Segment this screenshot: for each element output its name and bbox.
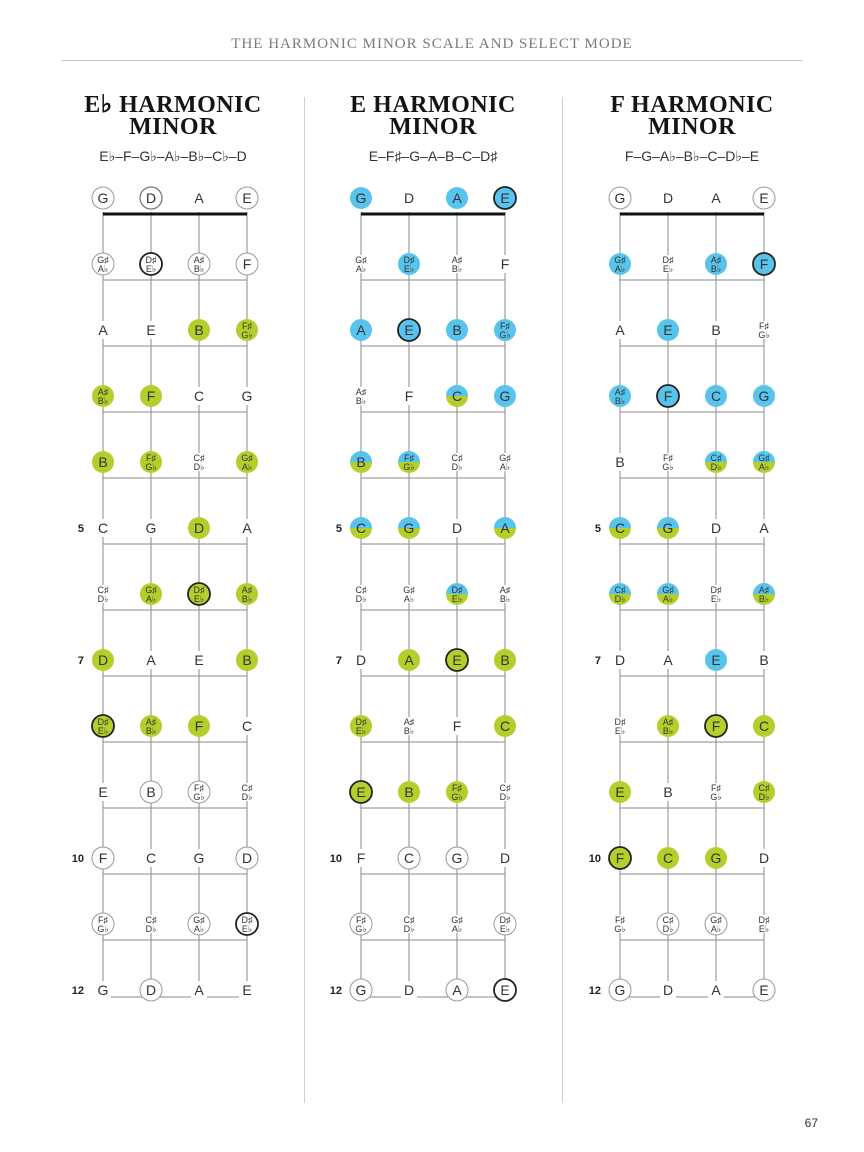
- note-flat-name: G♭: [499, 330, 511, 340]
- note-name: D: [193, 520, 205, 536]
- note-sharp-name: D♯: [710, 585, 722, 595]
- note-name: D: [662, 190, 674, 206]
- note-name: A: [711, 190, 721, 206]
- note-flat-name: A♭: [145, 594, 157, 604]
- note-name: C: [758, 718, 770, 734]
- note-flat-name: D♭: [662, 924, 674, 934]
- note-flat-name: G♭: [614, 924, 626, 934]
- note-name: E: [404, 322, 414, 338]
- note-flat-name: D♭: [451, 462, 463, 472]
- fret-number: 12: [329, 985, 342, 997]
- note-flat-name: G♭: [451, 792, 463, 802]
- note-marker: [657, 319, 679, 341]
- note-name: A: [146, 652, 156, 668]
- note-sharp-name: F♯: [404, 453, 414, 463]
- note-name: D: [403, 982, 415, 998]
- note-flat-name: E♭: [710, 594, 722, 604]
- note-name: G: [355, 982, 367, 998]
- note-flat-name: D♭: [758, 792, 770, 802]
- note-marker: [753, 781, 775, 803]
- note-sharp-name: F♯: [711, 783, 721, 793]
- note-flat-name: A♭: [193, 924, 205, 934]
- note-name: A: [242, 520, 252, 536]
- note-name: E: [242, 190, 252, 206]
- note-sharp-name: D♯: [499, 915, 511, 925]
- note-name: A: [98, 322, 108, 338]
- note-name: B: [711, 322, 721, 338]
- note-flat-name: E♭: [193, 594, 205, 604]
- note-flat-name: G♭: [241, 330, 253, 340]
- note-marker: [753, 187, 775, 209]
- note-sharp-name: A♯: [97, 387, 109, 397]
- scale-formula: E♭–F–G♭–A♭–B♭–C♭–D: [99, 148, 247, 164]
- note-name: F: [663, 388, 673, 404]
- note-sharp-name: F♯: [242, 321, 252, 331]
- diagram-title-line2: MINOR: [648, 114, 736, 140]
- note-name: G: [710, 850, 722, 866]
- note-name: B: [759, 652, 769, 668]
- note-sharp-name: F♯: [663, 453, 673, 463]
- note-name: E: [146, 322, 156, 338]
- note-name: C: [241, 718, 253, 734]
- note-sharp-name: C♯: [403, 915, 415, 925]
- note-marker: [705, 451, 727, 473]
- note-name: A: [615, 322, 625, 338]
- note-name: D: [758, 850, 770, 866]
- note-name: B: [146, 784, 156, 800]
- note-flat-name: E♭: [499, 924, 511, 934]
- note-flat-name: D♭: [710, 462, 722, 472]
- note-name: B: [98, 454, 108, 470]
- note-flat-name: B♭: [758, 594, 770, 604]
- note-flat-name: G♭: [193, 792, 205, 802]
- note-name: D: [241, 850, 253, 866]
- note-marker: [609, 517, 631, 539]
- note-flat-name: A♭: [499, 462, 511, 472]
- note-name: E: [500, 982, 510, 998]
- note-name: A: [452, 982, 462, 998]
- note-sharp-name: D♯: [451, 585, 463, 595]
- note-marker: [660, 651, 676, 669]
- note-name: E: [615, 784, 625, 800]
- note-name: G: [355, 190, 367, 206]
- note-sharp-name: A♯: [193, 255, 205, 265]
- note-marker: [612, 453, 628, 471]
- note-marker: [753, 385, 775, 407]
- note-name: C: [710, 388, 722, 404]
- note-name: A: [711, 982, 721, 998]
- note-marker: [609, 253, 631, 275]
- note-name: E: [452, 652, 462, 668]
- note-name: G: [145, 520, 157, 536]
- note-marker: [756, 519, 772, 537]
- page-number: 67: [804, 1116, 818, 1130]
- note-sharp-name: G♯: [241, 453, 253, 463]
- note-sharp-name: G♯: [710, 915, 722, 925]
- note-marker: [612, 651, 628, 669]
- note-marker: [756, 849, 772, 867]
- note-flat-name: D♭: [499, 792, 511, 802]
- note-sharp-name: F♯: [452, 783, 462, 793]
- note-flat-name: E♭: [145, 264, 157, 274]
- note-name: F: [711, 718, 721, 734]
- note-marker: [612, 915, 628, 934]
- note-flat-name: G♭: [97, 924, 109, 934]
- note-flat-name: B♭: [355, 396, 367, 406]
- note-sharp-name: A♯: [355, 387, 367, 397]
- note-name: C: [499, 718, 511, 734]
- note-sharp-name: D♯: [662, 255, 674, 265]
- note-marker: [660, 783, 676, 801]
- note-marker: [657, 715, 679, 737]
- note-sharp-name: D♯: [241, 915, 253, 925]
- fret-number: 7: [77, 655, 84, 667]
- note-flat-name: A♭: [355, 264, 367, 274]
- note-name: G: [614, 982, 626, 998]
- note-name: G: [403, 520, 415, 536]
- note-sharp-name: F♯: [615, 915, 625, 925]
- note-flat-name: B♭: [614, 396, 626, 406]
- note-marker: [612, 717, 628, 736]
- note-sharp-name: D♯: [145, 255, 157, 265]
- note-marker: [660, 189, 676, 207]
- fret-number: 10: [588, 853, 601, 865]
- note-sharp-name: G♯: [614, 255, 626, 265]
- note-name: E: [759, 982, 769, 998]
- note-sharp-name: D♯: [614, 717, 626, 727]
- note-name: C: [403, 850, 415, 866]
- note-sharp-name: D♯: [403, 255, 415, 265]
- note-name: A: [500, 520, 510, 536]
- note-flat-name: D♭: [193, 462, 205, 472]
- note-marker: [708, 189, 724, 207]
- note-name: F: [242, 256, 252, 272]
- note-marker: [708, 783, 724, 802]
- note-marker: [612, 321, 628, 339]
- note-sharp-name: G♯: [758, 453, 770, 463]
- note-flat-name: E♭: [403, 264, 415, 274]
- note-flat-name: E♭: [355, 726, 367, 736]
- note-sharp-name: F♯: [356, 915, 366, 925]
- note-sharp-name: A♯: [614, 387, 626, 397]
- note-sharp-name: C♯: [758, 783, 770, 793]
- note-sharp-name: A♯: [145, 717, 157, 727]
- note-marker: [705, 715, 727, 737]
- note-flat-name: B♭: [710, 264, 722, 274]
- note-name: G: [499, 388, 511, 404]
- note-name: C: [614, 520, 626, 536]
- note-name: B: [356, 454, 366, 470]
- note-name: E: [98, 784, 108, 800]
- diagram-title-line2: MINOR: [389, 114, 477, 140]
- note-marker: [609, 583, 631, 605]
- fret-number: 5: [77, 523, 84, 535]
- note-marker: [753, 253, 775, 275]
- note-flat-name: E♭: [662, 264, 674, 274]
- note-flat-name: A♭: [758, 462, 770, 472]
- note-marker: [609, 979, 631, 1001]
- note-sharp-name: C♯: [193, 453, 205, 463]
- note-sharp-name: A♯: [403, 717, 415, 727]
- note-name: C: [355, 520, 367, 536]
- note-name: D: [145, 190, 157, 206]
- note-name: G: [614, 190, 626, 206]
- note-sharp-name: F♯: [194, 783, 204, 793]
- note-flat-name: A♭: [451, 924, 463, 934]
- note-flat-name: G♭: [355, 924, 367, 934]
- note-name: F: [759, 256, 769, 272]
- note-flat-name: D♭: [355, 594, 367, 604]
- note-flat-name: G♭: [710, 792, 722, 802]
- note-name: D: [614, 652, 626, 668]
- note-sharp-name: G♯: [451, 915, 463, 925]
- note-flat-name: A♭: [403, 594, 415, 604]
- note-name: E: [194, 652, 204, 668]
- fret-number: 7: [594, 655, 601, 667]
- diagram-title-line1: E HARMONIC: [350, 92, 516, 118]
- note-name: A: [356, 322, 366, 338]
- note-name: E: [663, 322, 673, 338]
- note-flat-name: D♭: [241, 792, 253, 802]
- diagram-title-line2: MINOR: [129, 114, 217, 140]
- note-name: B: [194, 322, 204, 338]
- note-name: A: [663, 652, 673, 668]
- note-sharp-name: G♯: [403, 585, 415, 595]
- note-flat-name: G♭: [145, 462, 157, 472]
- note-name: B: [452, 322, 462, 338]
- note-name: B: [615, 454, 625, 470]
- note-name: F: [404, 388, 414, 404]
- note-flat-name: B♭: [499, 594, 511, 604]
- note-flat-name: D♭: [145, 924, 157, 934]
- note-marker: [756, 651, 772, 669]
- note-name: D: [710, 520, 722, 536]
- note-marker: [756, 321, 772, 340]
- note-flat-name: D♭: [614, 594, 626, 604]
- note-sharp-name: A♯: [710, 255, 722, 265]
- note-name: F: [194, 718, 204, 734]
- note-name: G: [193, 850, 205, 866]
- note-sharp-name: G♯: [355, 255, 367, 265]
- note-sharp-name: C♯: [710, 453, 722, 463]
- note-marker: [660, 981, 676, 999]
- note-sharp-name: G♯: [193, 915, 205, 925]
- note-marker: [609, 385, 631, 407]
- note-name: F: [146, 388, 156, 404]
- note-sharp-name: C♯: [499, 783, 511, 793]
- note-flat-name: G♭: [662, 462, 674, 472]
- fret-number: 7: [335, 655, 342, 667]
- running-head: THE HARMONIC MINOR SCALE AND SELECT MODE: [231, 36, 633, 52]
- note-name: B: [663, 784, 673, 800]
- note-flat-name: E♭: [614, 726, 626, 736]
- note-flat-name: B♭: [241, 594, 253, 604]
- note-name: F: [356, 850, 366, 866]
- note-sharp-name: C♯: [97, 585, 109, 595]
- note-name: E: [500, 190, 510, 206]
- note-name: G: [241, 388, 253, 404]
- note-flat-name: A♭: [241, 462, 253, 472]
- note-name: B: [404, 784, 414, 800]
- note-marker: [705, 847, 727, 869]
- note-name: E: [356, 784, 366, 800]
- note-marker: [708, 519, 724, 537]
- note-marker: [657, 913, 679, 935]
- note-marker: [708, 981, 724, 999]
- note-marker: [657, 583, 679, 605]
- note-marker: [756, 915, 772, 934]
- note-name: G: [97, 190, 109, 206]
- note-name: D: [355, 652, 367, 668]
- note-marker: [609, 847, 631, 869]
- note-name: B: [242, 652, 252, 668]
- note-flat-name: E♭: [241, 924, 253, 934]
- note-flat-name: B♭: [193, 264, 205, 274]
- note-name: F: [615, 850, 625, 866]
- note-sharp-name: G♯: [662, 585, 674, 595]
- note-sharp-name: F♯: [98, 915, 108, 925]
- note-sharp-name: F♯: [146, 453, 156, 463]
- note-marker: [609, 187, 631, 209]
- note-name: G: [758, 388, 770, 404]
- note-marker: [753, 979, 775, 1001]
- note-flat-name: D♭: [403, 924, 415, 934]
- note-name: A: [759, 520, 769, 536]
- note-name: C: [662, 850, 674, 866]
- note-flat-name: A♭: [97, 264, 109, 274]
- note-sharp-name: C♯: [451, 453, 463, 463]
- fret-number: 5: [594, 523, 601, 535]
- note-sharp-name: D♯: [97, 717, 109, 727]
- fret-number: 5: [335, 523, 342, 535]
- note-marker: [609, 781, 631, 803]
- note-name: A: [404, 652, 414, 668]
- scale-formula: F–G–A♭–B♭–C–D♭–E: [624, 148, 760, 164]
- note-sharp-name: C♯: [355, 585, 367, 595]
- note-name: F: [98, 850, 108, 866]
- note-marker: [753, 715, 775, 737]
- note-flat-name: B♭: [97, 396, 109, 406]
- note-name: G: [662, 520, 674, 536]
- note-marker: [705, 253, 727, 275]
- note-flat-name: B♭: [662, 726, 674, 736]
- note-sharp-name: G♯: [145, 585, 157, 595]
- note-flat-name: A♭: [710, 924, 722, 934]
- note-flat-name: B♭: [145, 726, 157, 736]
- fret-number: 12: [71, 985, 84, 997]
- note-name: E: [242, 982, 252, 998]
- note-name: D: [145, 982, 157, 998]
- note-sharp-name: D♯: [355, 717, 367, 727]
- note-name: C: [451, 388, 463, 404]
- note-flat-name: A♭: [614, 264, 626, 274]
- note-sharp-name: F♯: [500, 321, 510, 331]
- note-marker: [753, 451, 775, 473]
- note-sharp-name: C♯: [145, 915, 157, 925]
- note-name: B: [500, 652, 510, 668]
- note-name: C: [145, 850, 157, 866]
- note-marker: [705, 649, 727, 671]
- note-flat-name: B♭: [451, 264, 463, 274]
- note-sharp-name: F♯: [759, 321, 769, 331]
- note-marker: [705, 385, 727, 407]
- note-marker: [660, 453, 676, 472]
- note-flat-name: B♭: [403, 726, 415, 736]
- note-name: D: [662, 982, 674, 998]
- note-sharp-name: G♯: [499, 453, 511, 463]
- fret-number: 10: [71, 853, 84, 865]
- note-name: C: [193, 388, 205, 404]
- note-sharp-name: A♯: [241, 585, 253, 595]
- note-name: A: [452, 190, 462, 206]
- note-sharp-name: A♯: [451, 255, 463, 265]
- note-name: E: [759, 190, 769, 206]
- diagram-title-line1: F HARMONIC: [610, 92, 774, 118]
- note-marker: [660, 255, 676, 274]
- note-sharp-name: G♯: [97, 255, 109, 265]
- note-flat-name: G♭: [758, 330, 770, 340]
- fret-number: 12: [588, 985, 601, 997]
- note-name: F: [452, 718, 462, 734]
- note-sharp-name: A♯: [758, 585, 770, 595]
- scale-formula: E–F♯–G–A–B–C–D♯: [368, 148, 498, 164]
- note-sharp-name: C♯: [662, 915, 674, 925]
- note-flat-name: A♭: [662, 594, 674, 604]
- note-name: A: [194, 982, 204, 998]
- note-name: D: [403, 190, 415, 206]
- note-name: G: [97, 982, 109, 998]
- note-marker: [657, 517, 679, 539]
- fret-number: 10: [329, 853, 342, 865]
- diagram-title-line1: E♭ HARMONIC: [84, 92, 262, 118]
- note-marker: [705, 913, 727, 935]
- note-name: C: [97, 520, 109, 536]
- note-marker: [708, 321, 724, 339]
- note-flat-name: E♭: [758, 924, 770, 934]
- note-flat-name: E♭: [97, 726, 109, 736]
- note-name: G: [451, 850, 463, 866]
- note-name: D: [451, 520, 463, 536]
- note-name: E: [711, 652, 721, 668]
- note-sharp-name: C♯: [241, 783, 253, 793]
- note-flat-name: D♭: [97, 594, 109, 604]
- note-sharp-name: D♯: [193, 585, 205, 595]
- note-name: D: [499, 850, 511, 866]
- note-sharp-name: D♯: [758, 915, 770, 925]
- note-sharp-name: A♯: [662, 717, 674, 727]
- note-name: F: [500, 256, 510, 272]
- note-flat-name: G♭: [403, 462, 415, 472]
- note-sharp-name: C♯: [614, 585, 626, 595]
- note-name: A: [194, 190, 204, 206]
- note-marker: [657, 847, 679, 869]
- note-flat-name: E♭: [451, 594, 463, 604]
- note-sharp-name: A♯: [499, 585, 511, 595]
- note-name: D: [97, 652, 109, 668]
- note-marker: [657, 385, 679, 407]
- note-marker: [708, 585, 724, 604]
- note-marker: [753, 583, 775, 605]
